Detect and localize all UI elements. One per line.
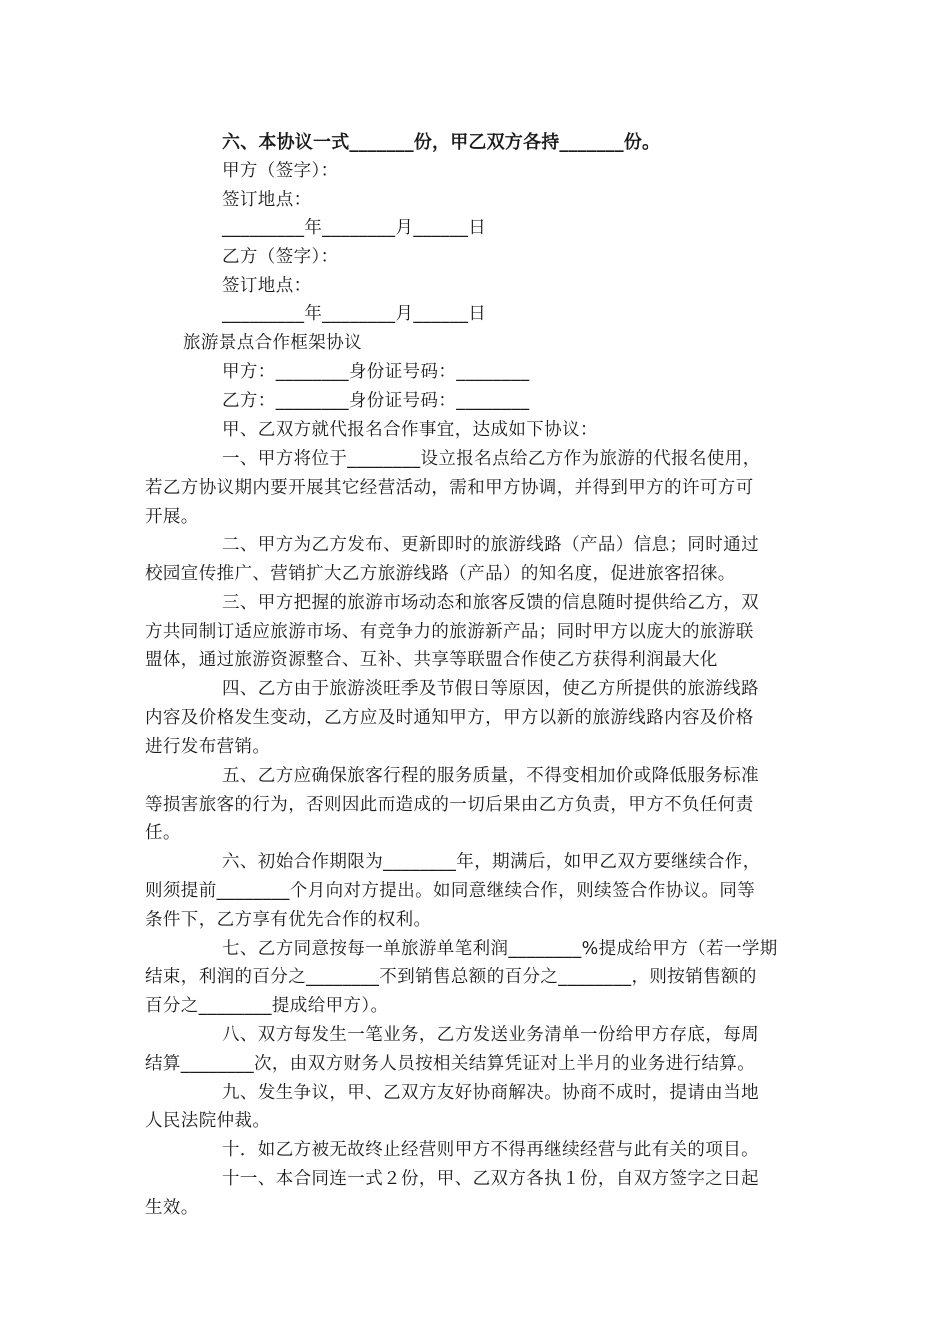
party-a-signature: 甲方（签字）： (222, 161, 339, 181)
paragraph-line: 结算________次，由双方财务人员按相关结算凭证对上半月的业务进行结算。 (145, 1054, 756, 1074)
paragraph-line: 等损害旅客的行为，否则因此而造成的一切后果由乙方负责，甲方不负任何责 (145, 795, 754, 815)
preamble: 甲、乙双方就代报名合作事宜，达成如下协议： (222, 420, 598, 440)
paragraph-line: 一、甲方将位于________设立报名点给乙方作为旅游的代报名使用， (222, 449, 761, 469)
paragraph-line: 八、双方每发生一笔业务，乙方发送业务清单一份给甲方存底，每周 (222, 1025, 759, 1045)
paragraph-line: 校园宣传推广、营销扩大乙方旅游线路（产品）的知名度，促进旅客招徕。 (145, 564, 736, 584)
paragraph-line: 条件下，乙方享有优先合作的权利。 (145, 910, 432, 930)
paragraph-line: 百分之________提成给甲方）。 (145, 996, 389, 1016)
date-line: _________年________月______日 (222, 218, 487, 238)
paragraph-line: 十一、本合同连一式２份，甲、乙双方各执１份，自双方签字之日起 (222, 1169, 759, 1189)
paragraph-line: 十．如乙方被无故终止经营则甲方不得再继续经营与此有关的项目。 (222, 1140, 759, 1160)
party-b-signature: 乙方（签字）： (222, 247, 339, 267)
paragraph-line: 九、发生争议，甲、乙双方友好协商解决。协商不成时，提请由当地 (222, 1083, 759, 1103)
paragraph-line: 五、乙方应确保旅客行程的服务质量，不得变相加价或降低服务标准 (222, 766, 759, 786)
date-line: _________年________月______日 (222, 304, 487, 324)
paragraph-line: 六、初始合作期限为________年，期满后，如甲乙双方要继续合作， (222, 852, 761, 872)
paragraph-line: 内容及价格发生变动，乙方应及时通知甲方，甲方以新的旅游线路内容及价格 (145, 708, 754, 728)
paragraph-line: 三、甲方把握的旅游市场动态和旅客反馈的信息随时提供给乙方，双 (222, 593, 759, 613)
paragraph-line: 结束，利润的百分之________不到销售总额的百分之________，则按销售额的 (145, 967, 757, 987)
paragraph-line: 二、甲方为乙方发布、更新即时的旅游线路（产品）信息；同时通过 (222, 535, 759, 555)
paragraph-line: 方共同制订适应旅游市场、有竞争力的旅游新产品；同时甲方以庞大的旅游联 (145, 622, 754, 642)
paragraph-line: 若乙方协议期内要开展其它经营活动，需和甲方协调，并得到甲方的许可方可 (145, 478, 754, 498)
paragraph-line: 四、乙方由于旅游淡旺季及节假日等原因，使乙方所提供的旅游线路 (222, 679, 759, 699)
document-title: 旅游景点合作框架协议 (183, 333, 362, 353)
paragraph-line: 盟体，通过旅游资源整合、互补、共享等联盟合作使乙方获得利润最大化 (145, 650, 718, 670)
paragraph-line: 进行发布营销。 (145, 737, 271, 757)
party-a-id: 甲方：________身份证号码：________ (222, 362, 530, 382)
paragraph-line: 任。 (145, 823, 181, 843)
party-b-id: 乙方：________身份证号码：________ (222, 391, 530, 411)
paragraph-line: 生效。 (145, 1198, 199, 1218)
signing-place: 签订地点： (222, 190, 312, 210)
paragraph-line: 则须提前________个月向对方提出。如同意继续合作，则续签合作协议。同等 (145, 881, 756, 901)
clause-six-copies: 六、本协议一式_______份，甲乙双方各持_______份。 (222, 132, 661, 153)
paragraph-line: 人民法院仲裁。 (145, 1111, 271, 1131)
signing-place: 签订地点： (222, 276, 312, 296)
paragraph-line: 七、乙方同意按每一单旅游单笔利润________%提成给甲方（若一学期 (222, 939, 778, 959)
paragraph-line: 开展。 (145, 507, 199, 527)
